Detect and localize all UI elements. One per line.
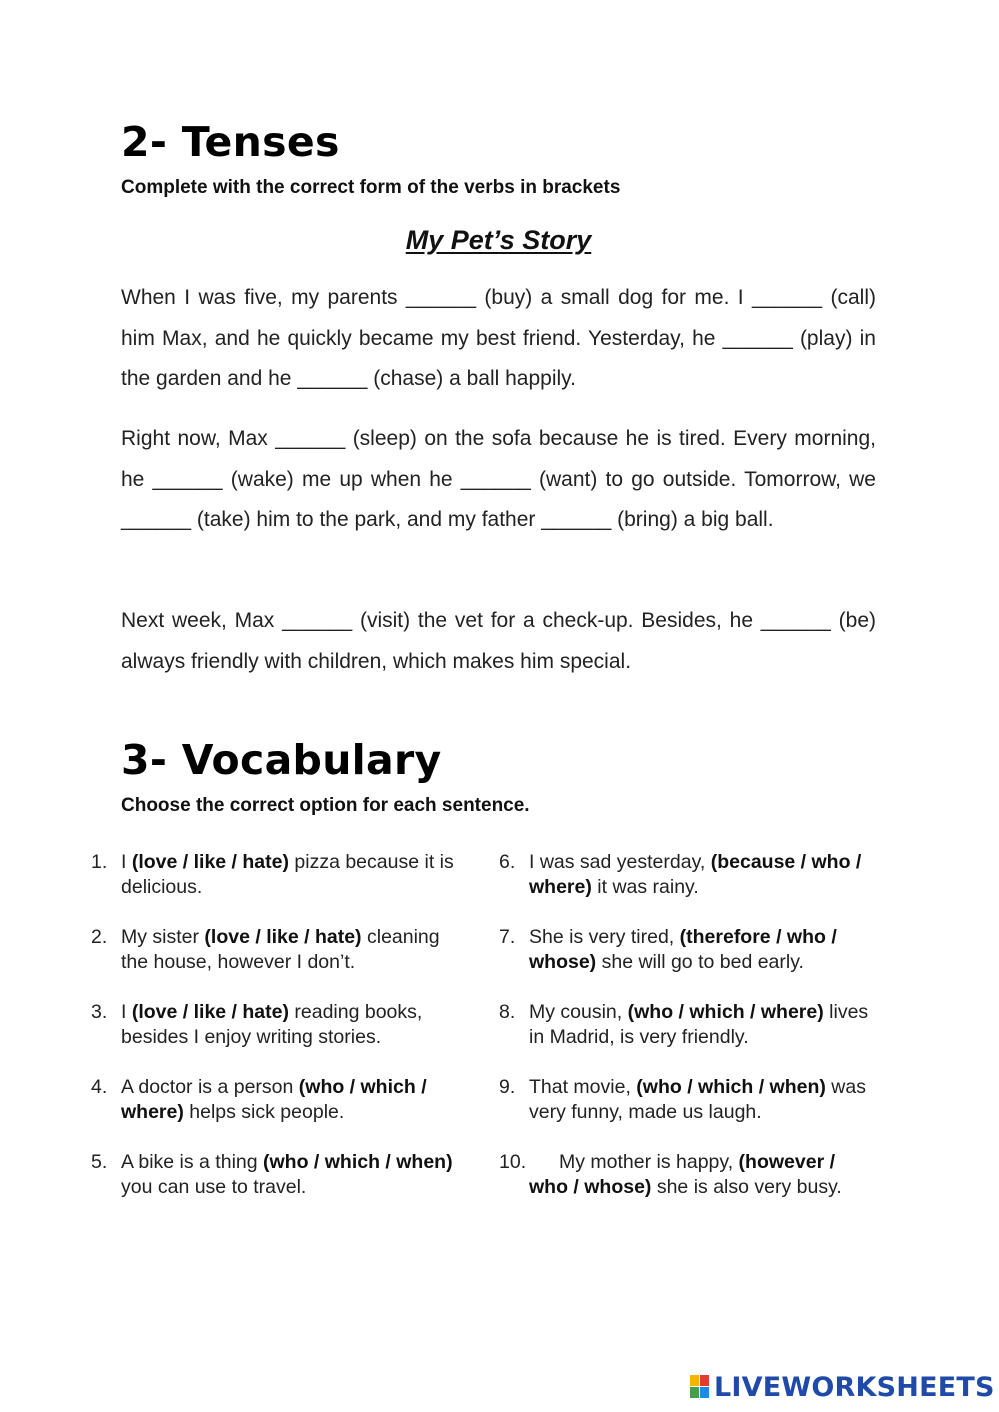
story-paragraph-2: Right now, Max ______ (sleep) on the sofa because he is tired. Every morning, he ______ (wake) me up when he ______ (want) to go outside. Tomorrow, we ______ (take) him to the park, and my father ______ (bring) a big ball.: [121, 427, 876, 531]
item-number: 1.: [91, 851, 108, 873]
list-item: 9. That movie, (who / which / when) was very funny, made us laugh.: [499, 1076, 866, 1123]
item-number: 9.: [499, 1076, 516, 1098]
list-item: 3. I (love / like / hate) reading books, besides I enjoy writing stories.: [91, 1001, 423, 1048]
item-number: 6.: [499, 851, 516, 873]
item-number: 10.: [499, 1151, 527, 1173]
list-item: 8. My cousin, (who / which / where) lives in Madrid, is very friendly.: [499, 1001, 869, 1048]
option-choice[interactable]: (who / which / when): [263, 1151, 453, 1173]
vocabulary-list-left: [91, 850, 471, 1225]
option-choice[interactable]: (love / like / hate): [131, 851, 289, 873]
story-title: My Pet’s Story: [405, 225, 592, 255]
option-choice[interactable]: (who / which / where): [627, 1001, 824, 1023]
item-number: 3.: [91, 1001, 108, 1023]
list-item: 5. A bike is a thing (who / which / when) you can use to travel.: [91, 1151, 453, 1198]
logo-text: LIVEWORKSHEETS: [714, 1371, 995, 1403]
option-choice[interactable]: (because / who / where): [529, 851, 862, 898]
vocabulary-list-right: [499, 850, 879, 1225]
item-number: 7.: [499, 926, 516, 948]
option-choice[interactable]: (therefore / who / whose): [529, 926, 837, 973]
option-choice[interactable]: (love / like / hate): [204, 926, 362, 948]
tenses-heading: 2- Tenses: [121, 118, 340, 166]
vocabulary-instruction: Choose the correct option for each sentence.: [121, 795, 530, 816]
list-item: 2. My sister (love / like / hate) cleaning the house, however I don’t.: [91, 926, 440, 973]
liveworksheets-logo[interactable]: [690, 1372, 995, 1402]
item-number: 4.: [91, 1076, 108, 1098]
list-item: 7. She is very tired, (therefore / who / whose) she will go to bed early.: [499, 926, 837, 973]
option-choice[interactable]: (who / which / when): [636, 1076, 826, 1098]
tenses-instruction: Complete with the correct form of the verbs in brackets: [121, 177, 621, 198]
option-choice[interactable]: (love / like / hate): [131, 1001, 289, 1023]
item-number: 2.: [91, 926, 108, 948]
vocabulary-heading: 3- Vocabulary: [121, 736, 442, 784]
item-number: 8.: [499, 1001, 516, 1023]
list-item: 6. I was sad yesterday, (because / who / where) it was rainy.: [499, 851, 862, 898]
option-choice[interactable]: (however / who / whose): [529, 1151, 835, 1198]
liveworksheets-logo-icon: [690, 1375, 710, 1399]
list-item: 10. My mother is happy, (however / who / whose) she is also very busy.: [499, 1151, 842, 1198]
list-item: 4. A doctor is a person (who / which / where) helps sick people.: [91, 1076, 427, 1123]
item-number: 5.: [91, 1151, 108, 1173]
option-choice[interactable]: (who / which / where): [121, 1076, 427, 1123]
list-item: 1. I (love / like / hate) pizza because it is delicious.: [91, 851, 454, 898]
story-paragraph-1: When I was five, my parents ______ (buy) a small dog for me. I ______ (call) him Max, and he quickly became my best friend. Yesterday, he ______ (play) in the garden and he ______ (chase) a ball happily.: [121, 286, 876, 390]
story-paragraph-3: Next week, Max ______ (visit) the vet for a check-up. Besides, he ______ (be) always friendly with children, which makes him special.: [121, 609, 876, 673]
